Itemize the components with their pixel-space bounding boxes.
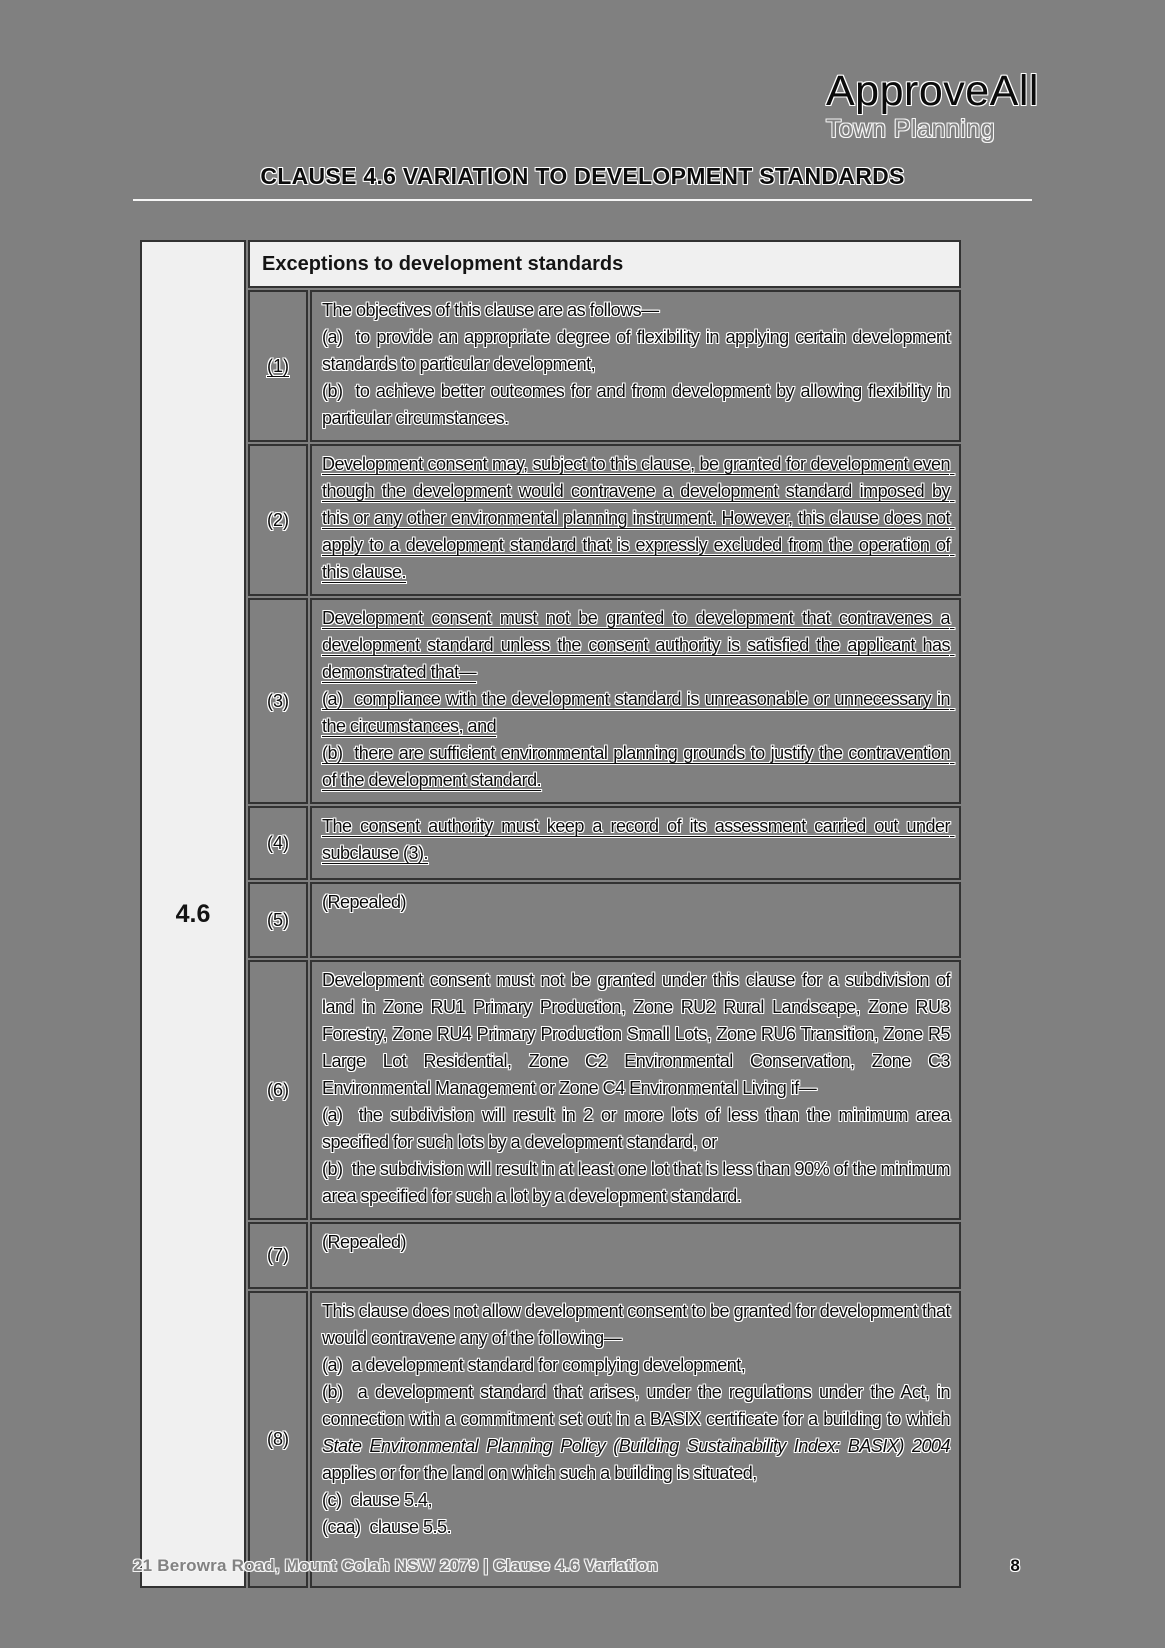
paragraph: (Repealed) xyxy=(322,892,407,912)
paragraph: (b) the subdivision will result in at least one lot that is less than 90% of the minimum area specified for such a lot by a development standard. xyxy=(322,1159,955,1206)
table-row-3 xyxy=(140,598,961,804)
subclause-number: (3) xyxy=(248,598,308,804)
subclause-text xyxy=(310,290,961,442)
paragraph: (a) compliance with the development standard is unreasonable or unnecessary in the circumstances, and xyxy=(322,689,955,736)
clause-number-cell: 4.6 xyxy=(140,240,246,1588)
paragraph: Development consent must not be granted to development that contravenes a development standard unless the consent authority is satisfied the applicant has demonstrated that— xyxy=(322,608,955,682)
subclause-number: (4) xyxy=(248,806,308,880)
page-footer xyxy=(133,1556,1032,1576)
paragraph: This clause does not allow development consent to be granted for development that would contravene any of the following— xyxy=(322,1301,955,1348)
page-title: CLAUSE 4.6 VARIATION TO DEVELOPMENT STANDARDS xyxy=(260,163,905,189)
paragraph-segment: applies or for the land on which such a building is situated, xyxy=(322,1436,955,1483)
paragraph: (caa) clause 5.5. xyxy=(322,1517,452,1537)
subclause-number: (5) xyxy=(248,882,308,958)
company-logo xyxy=(826,67,1039,143)
paragraph: (Repealed) xyxy=(322,1232,407,1252)
subclause-number: (2) xyxy=(248,444,308,596)
table-header-cell: Exceptions to development standards xyxy=(248,240,961,288)
page-number: 8 xyxy=(1010,1556,1020,1575)
table-row-4 xyxy=(140,806,961,880)
subclause-text xyxy=(310,598,961,804)
paragraph: (c) clause 5.4, xyxy=(322,1490,433,1510)
title-block xyxy=(133,163,1032,201)
paragraph: (b) to achieve better outcomes for and from development by allowing flexibility in particular circumstances. xyxy=(322,381,955,428)
subclause-text xyxy=(310,1222,961,1289)
paragraph: (a) a development standard for complying development, xyxy=(322,1355,746,1375)
subclause-text xyxy=(310,1291,961,1588)
logo-tagline: Town Planning xyxy=(826,115,996,143)
subclause-text xyxy=(310,806,961,880)
paragraph: The objectives of this clause are as follows— xyxy=(322,300,659,320)
paragraph: (a) to provide an appropriate degree of flexibility in applying certain development standards to particular development, xyxy=(322,327,955,374)
paragraph: (a) the subdivision will result in 2 or more lots of less than the minimum area specified for such lots by a development standard, or xyxy=(322,1105,955,1152)
subclause-number: (1) xyxy=(248,290,308,442)
subclause-number: (8) xyxy=(248,1291,308,1588)
subclause-number: (7) xyxy=(248,1222,308,1289)
logo-name: ApproveAll xyxy=(826,67,1039,115)
paragraph: Development consent may, subject to this clause, be granted for development even though the development would contravene a development standard imposed by this or any other environmental planning instrument. However, this clause does not apply to a development standard that is expressly excluded from the operation of this clause. xyxy=(322,454,955,582)
footer-address: 21 Berowra Road, Mount Colah NSW 2079 | Clause 4.6 Variation xyxy=(133,1556,659,1575)
subclause-number: (6) xyxy=(248,960,308,1220)
subclause-text xyxy=(310,882,961,958)
title-divider xyxy=(133,199,1032,201)
table-row-6 xyxy=(140,960,961,1220)
table-row-7 xyxy=(140,1222,961,1289)
table-row-5 xyxy=(140,882,961,958)
paragraph-segment: (b) a development standard that arises, under the regulations under the Act, in connection with a commitment set out in a BASIX certificate for a building to which xyxy=(322,1382,955,1429)
table-row-1 xyxy=(140,290,961,442)
table-row-8 xyxy=(140,1291,961,1588)
paragraph: (b) there are sufficient environmental planning grounds to justify the contravention of the development standard. xyxy=(322,743,955,790)
subclause-text xyxy=(310,960,961,1220)
subclause-text xyxy=(310,444,961,596)
table-header-row xyxy=(140,240,961,288)
citation-italic: State Environmental Planning Policy (Building Sustainability Index: BASIX) 2004 xyxy=(322,1436,950,1456)
paragraph-with-citation xyxy=(322,1379,955,1487)
paragraph: Development consent must not be granted under this clause for a subdivision of land in Zone RU1 Primary Production, Zone RU2 Rural Landscape, Zone RU3 Forestry, Zone RU4 Primary Production Small Lots, Zone RU6 Transition, Zone R5 Large Lot Residential, Zone C2 Environmental Conservation, Zone C3 Environmental Management or Zone C4 Environmental Living if— xyxy=(322,970,955,1098)
paragraph: The consent authority must keep a record of its assessment carried out under subclause (3). xyxy=(322,816,955,863)
clause-table xyxy=(138,238,963,1590)
table-row-2 xyxy=(140,444,961,596)
